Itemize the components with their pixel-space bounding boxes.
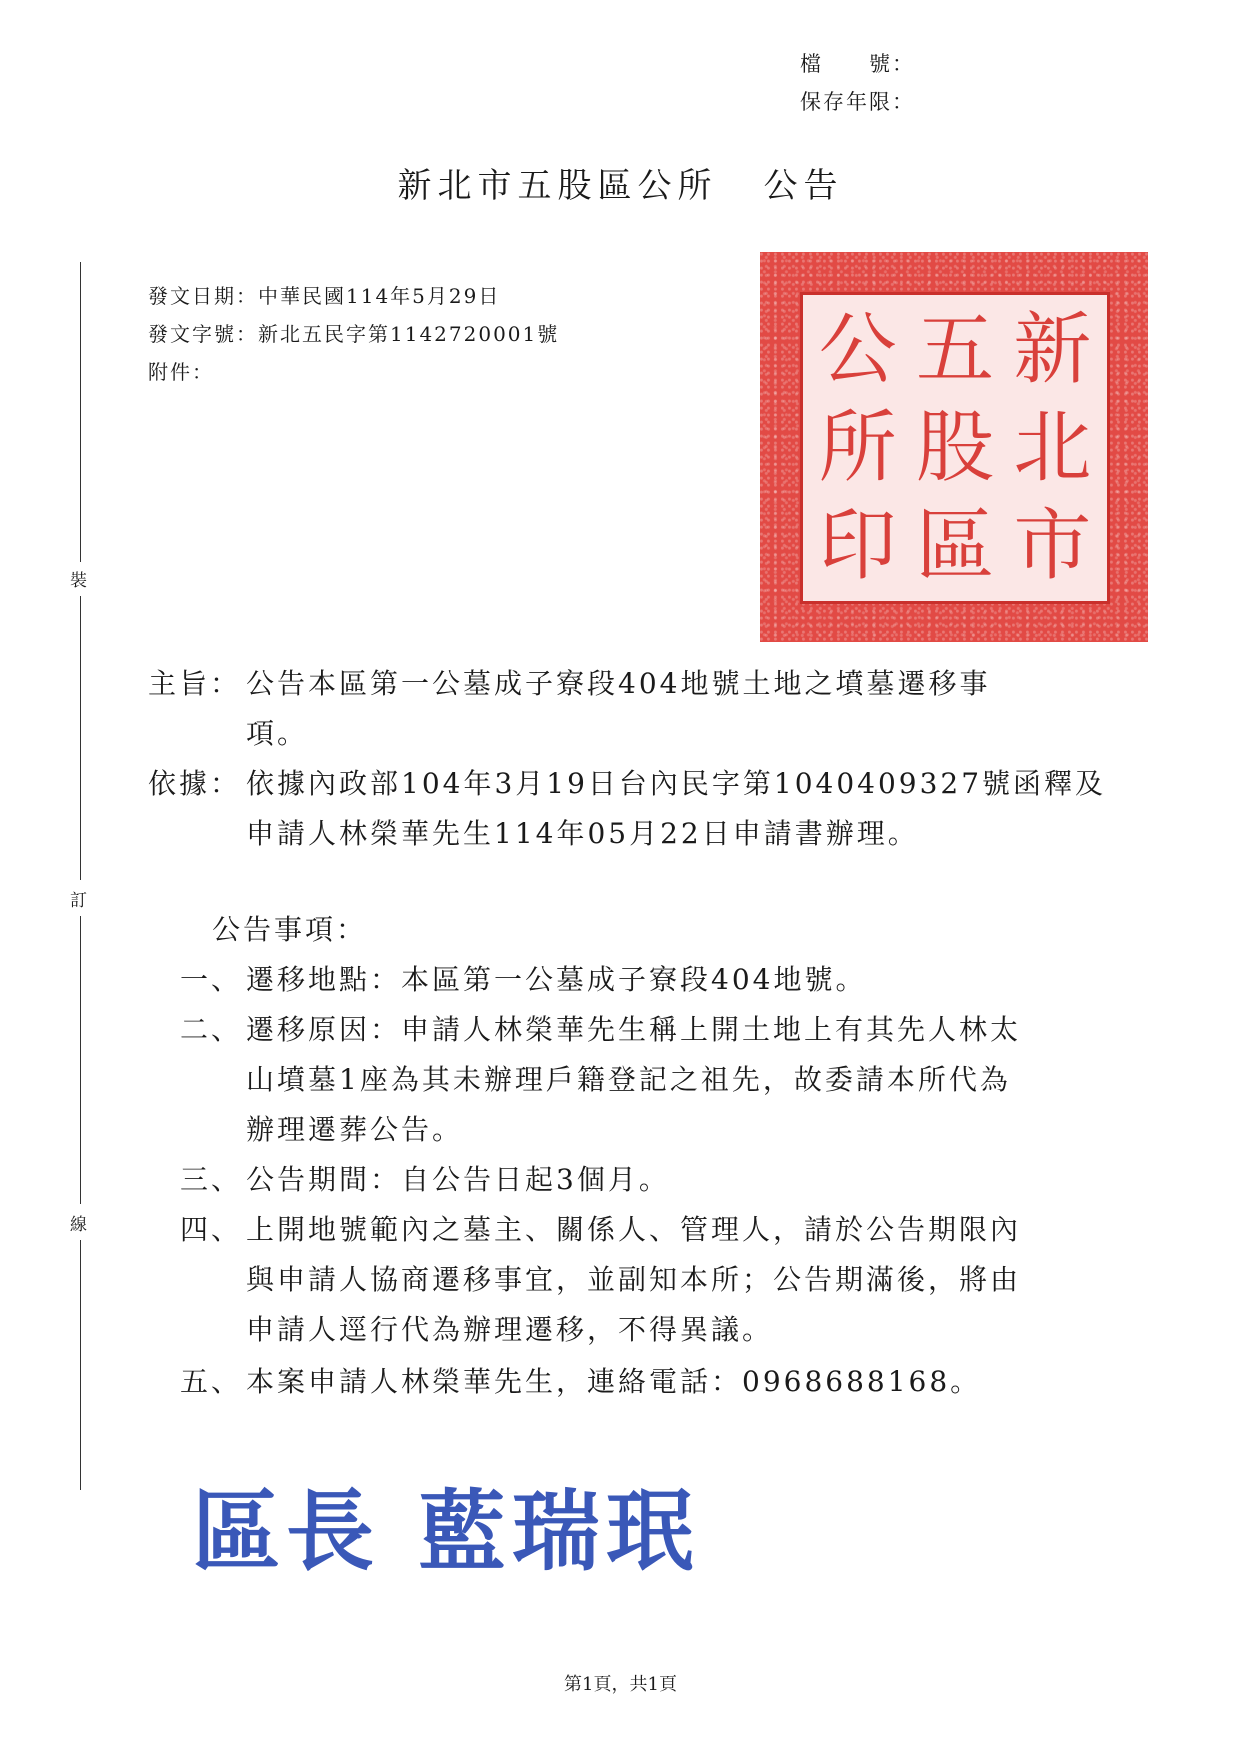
item-line: 公告期間：自公告日起3個月。 [246, 1163, 670, 1196]
binding-line-segment [80, 262, 81, 562]
binding-line-segment [80, 916, 81, 1204]
seal-inner-frame [800, 292, 1110, 604]
subject-line-1: 公告本區第一公墓成子寮段404地號土地之墳墓遷移事 [246, 667, 991, 700]
seal-char: 區 [916, 501, 995, 591]
item-line: 遷移原因：申請人林榮華先生稱上開土地上有其先人林太 [246, 1013, 1022, 1046]
basis-line-1: 依據內政部104年3月19日台內民字第1040409327號函釋及 [246, 767, 1107, 800]
signature-title: 區長 [192, 1479, 381, 1583]
item-line: 辦理遷葬公告。 [246, 1113, 464, 1146]
issue-date-label: 發文日期： [148, 284, 258, 308]
binding-line-segment [80, 596, 81, 880]
seal-char: 印 [818, 501, 897, 591]
signature-stamp [192, 1462, 700, 1588]
item-number: 五、 [180, 1365, 243, 1398]
issue-date [148, 280, 500, 309]
subject-line-2: 項。 [246, 717, 309, 750]
binding-mark-zhuang: 裝 [70, 571, 87, 591]
document-number [148, 318, 559, 347]
binding-mark-ding: 訂 [70, 891, 87, 911]
seal-char: 北 [1013, 403, 1092, 493]
signature-name: 藍瑞珉 [418, 1479, 701, 1583]
item-line: 山墳墓1座為其未辦理戶籍登記之祖先，故委請本所代為 [246, 1063, 1011, 1096]
issue-date-value: 中華民國114年5月29日 [258, 284, 501, 308]
seal-char: 股 [916, 403, 995, 493]
item-line: 本案申請人林榮華先生，連絡電話：0968688168。 [246, 1365, 982, 1398]
item-number: 四、 [180, 1213, 243, 1246]
agency-name: 新北市五股區公所 [397, 166, 718, 206]
item-line: 申請人逕行代為辦理遷移，不得異議。 [246, 1313, 774, 1346]
item-line: 與申請人協商遷移事宜，並副知本所；公告期滿後，將由 [246, 1263, 1022, 1296]
seal-char: 所 [818, 403, 897, 493]
seal-char: 公 [818, 305, 897, 395]
item-line: 遷移地點：本區第一公墓成子寮段404地號。 [246, 963, 867, 996]
seal-characters [809, 301, 1101, 595]
seal-char: 新 [1013, 305, 1092, 395]
seal-char: 市 [1013, 501, 1092, 591]
attachment-label: 附件： [148, 360, 214, 384]
file-number-label: 檔 號： [800, 52, 915, 76]
item-line: 上開地號範內之墓主、關係人、管理人，請於公告期限內 [246, 1213, 1022, 1246]
subject-label: 主旨： [148, 667, 242, 700]
document-number-value: 新北五民字第1142720001號 [258, 322, 560, 346]
binding-line-segment [80, 1240, 81, 1490]
document-number-label: 發文字號： [148, 322, 258, 346]
basis-line-2: 申請人林榮華先生114年05月22日申請書辦理。 [246, 817, 919, 850]
seal-char: 五 [916, 305, 995, 395]
document-type: 公告 [763, 166, 844, 206]
page-title [0, 158, 1241, 207]
item-number: 三、 [180, 1163, 243, 1196]
item-number: 二、 [180, 1013, 243, 1046]
retention-period-label: 保存年限： [800, 90, 915, 114]
official-seal [760, 252, 1148, 642]
announcement-heading: 公告事項： [212, 913, 368, 946]
binding-mark-xian: 線 [70, 1215, 87, 1235]
page-number: 第1頁，共1頁 [564, 1674, 677, 1695]
basis-label: 依據： [148, 767, 242, 800]
item-number: 一、 [180, 963, 243, 996]
